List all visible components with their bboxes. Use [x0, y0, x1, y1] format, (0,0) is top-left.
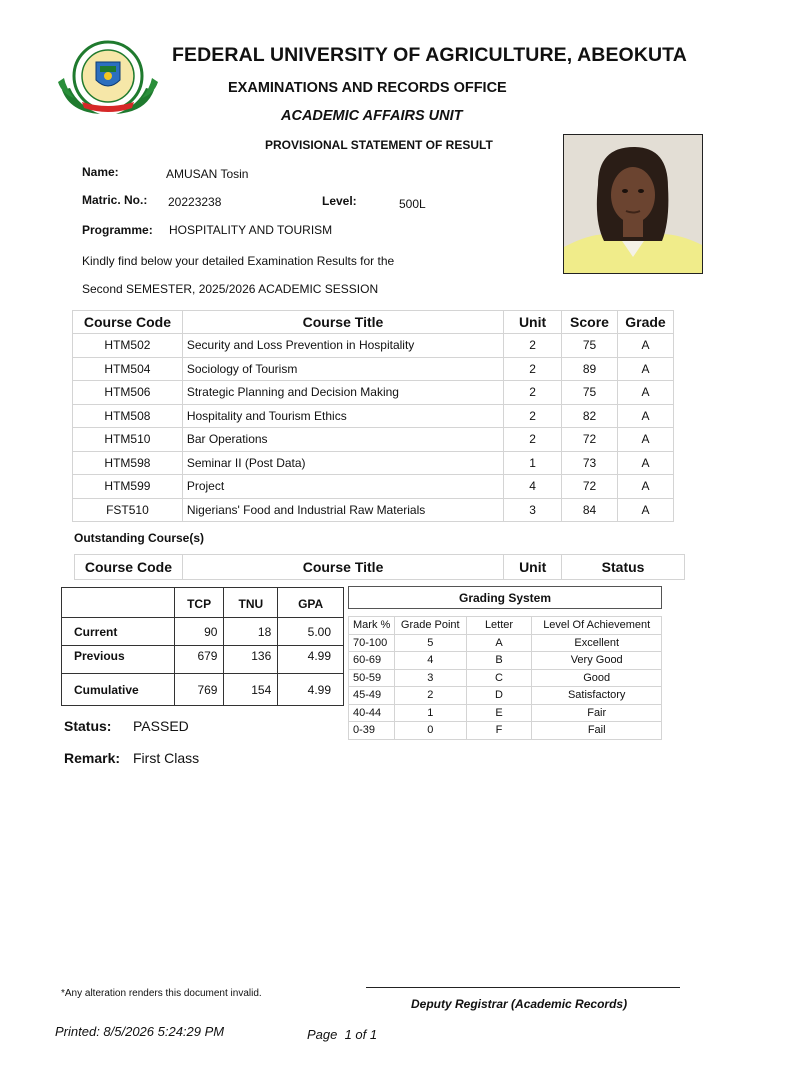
- table-row: [62, 646, 344, 674]
- summary-tnu: 154: [224, 674, 278, 706]
- course-results-table: [72, 310, 674, 522]
- page-number: Page 1 of 1: [307, 1027, 378, 1042]
- grade-achievement: Fail: [532, 722, 662, 740]
- level-label: Level:: [322, 194, 357, 208]
- header-course-code: Course Code: [75, 555, 183, 580]
- outstanding-title: Outstanding Course(s): [74, 531, 205, 545]
- table-row: [73, 334, 674, 358]
- header-course-title: Course Title: [182, 555, 503, 580]
- course-code: HTM599: [73, 475, 183, 499]
- table-row: [349, 634, 662, 652]
- header-mark: Mark %: [349, 617, 395, 635]
- course-title: Bar Operations: [182, 428, 503, 452]
- course-score: 72: [562, 428, 618, 452]
- course-title: Project: [182, 475, 503, 499]
- summary-label: Cumulative: [62, 674, 175, 706]
- grade-mark: 0-39: [349, 722, 395, 740]
- course-grade: A: [617, 451, 673, 475]
- grade-point: 0: [394, 722, 466, 740]
- grade-letter: F: [466, 722, 532, 740]
- course-grade: A: [617, 498, 673, 522]
- summary-label: Previous: [62, 646, 175, 674]
- course-grade: A: [617, 357, 673, 381]
- grade-point: 3: [394, 669, 466, 687]
- course-unit: 3: [504, 498, 562, 522]
- course-score: 75: [562, 334, 618, 358]
- course-title: Security and Loss Prevention in Hospitality: [182, 334, 503, 358]
- course-score: 73: [562, 451, 618, 475]
- table-row: [73, 428, 674, 452]
- level-value: 500L: [399, 197, 426, 211]
- grade-letter: A: [466, 634, 532, 652]
- course-score: 89: [562, 357, 618, 381]
- summary-tnu: 136: [224, 646, 278, 674]
- grade-achievement: Good: [532, 669, 662, 687]
- remark-label: Remark:: [64, 750, 121, 766]
- table-row: [73, 357, 674, 381]
- course-code: HTM502: [73, 334, 183, 358]
- table-row: [73, 404, 674, 428]
- grade-mark: 45-49: [349, 687, 395, 705]
- course-unit: 2: [504, 381, 562, 405]
- signature-line: [366, 987, 680, 988]
- status-label: Status:: [64, 718, 112, 734]
- course-unit: 2: [504, 428, 562, 452]
- grade-mark: 70-100: [349, 634, 395, 652]
- header-course-code: Course Code: [73, 311, 183, 334]
- course-score: 72: [562, 475, 618, 499]
- table-row: [62, 674, 344, 706]
- header-status: Status: [562, 555, 685, 580]
- summary-gpa: 4.99: [278, 646, 344, 674]
- signatory-title: Deputy Registrar (Academic Records): [411, 997, 628, 1011]
- course-grade: A: [617, 334, 673, 358]
- outstanding-courses-table: [74, 554, 685, 580]
- header-letter: Letter: [466, 617, 532, 635]
- intro-line-2: Second SEMESTER, 2025/2026 ACADEMIC SESSION: [82, 282, 379, 296]
- grade-point: 1: [394, 704, 466, 722]
- grade-point: 2: [394, 687, 466, 705]
- grading-title: Grading System: [349, 587, 662, 609]
- document-title: PROVISIONAL STATEMENT OF RESULT: [265, 138, 493, 152]
- matric-label: Matric. No.:: [82, 193, 148, 207]
- course-title: Seminar II (Post Data): [182, 451, 503, 475]
- table-row: [73, 451, 674, 475]
- course-code: HTM598: [73, 451, 183, 475]
- printed-timestamp: Printed: 8/5/2026 5:24:29 PM: [55, 1024, 225, 1039]
- course-grade: A: [617, 475, 673, 499]
- table-row: [349, 669, 662, 687]
- summary-label: Current: [62, 618, 175, 646]
- status-value: PASSED: [133, 718, 189, 734]
- course-code: HTM510: [73, 428, 183, 452]
- outstanding-header: [75, 555, 685, 580]
- gpa-summary-table: [61, 587, 344, 706]
- course-score: 84: [562, 498, 618, 522]
- course-title: Nigerians' Food and Industrial Raw Materials: [182, 498, 503, 522]
- grading-system-table: [348, 586, 662, 740]
- grade-letter: E: [466, 704, 532, 722]
- remark-value: First Class: [133, 750, 200, 766]
- course-title: Hospitality and Tourism Ethics: [182, 404, 503, 428]
- table-row: [73, 381, 674, 405]
- course-score: 82: [562, 404, 618, 428]
- header-gpa: GPA: [278, 588, 344, 618]
- course-code: HTM508: [73, 404, 183, 428]
- grade-mark: 40-44: [349, 704, 395, 722]
- header-tcp: TCP: [174, 588, 224, 618]
- summary-header: [62, 588, 344, 618]
- course-title: Sociology of Tourism: [182, 357, 503, 381]
- summary-tcp: 679: [174, 646, 224, 674]
- intro-line-1: Kindly find below your detailed Examination Results for the: [82, 254, 395, 268]
- unit-name: ACADEMIC AFFAIRS UNIT: [281, 108, 463, 124]
- university-crest-icon: [56, 38, 160, 118]
- course-grade: A: [617, 428, 673, 452]
- header-score: Score: [562, 311, 618, 334]
- table-row: [73, 475, 674, 499]
- programme-value: HOSPITALITY AND TOURISM: [169, 223, 333, 237]
- name-label: Name:: [82, 165, 119, 179]
- table-row: [349, 704, 662, 722]
- university-name: FEDERAL UNIVERSITY OF AGRICULTURE, ABEOKUTA: [172, 44, 687, 66]
- grade-letter: D: [466, 687, 532, 705]
- header-unit: Unit: [504, 311, 562, 334]
- course-unit: 2: [504, 357, 562, 381]
- student-photo: [563, 134, 703, 274]
- course-table-header: [73, 311, 674, 334]
- grade-achievement: Very Good: [532, 652, 662, 670]
- course-code: HTM506: [73, 381, 183, 405]
- course-grade: A: [617, 404, 673, 428]
- summary-tcp: 769: [174, 674, 224, 706]
- table-row: [62, 618, 344, 646]
- course-code: HTM504: [73, 357, 183, 381]
- grade-mark: 50-59: [349, 669, 395, 687]
- matric-number: 20223238: [168, 195, 222, 209]
- grade-mark: 60-69: [349, 652, 395, 670]
- course-score: 75: [562, 381, 618, 405]
- header-grade: Grade: [617, 311, 673, 334]
- table-row: [349, 687, 662, 705]
- course-grade: A: [617, 381, 673, 405]
- course-unit: 4: [504, 475, 562, 499]
- header-tnu: TNU: [224, 588, 278, 618]
- table-row: [73, 498, 674, 522]
- table-row: [349, 652, 662, 670]
- header-course-title: Course Title: [182, 311, 503, 334]
- grade-point: 5: [394, 634, 466, 652]
- header-grade-point: Grade Point: [394, 617, 466, 635]
- alteration-notice: *Any alteration renders this document invalid.: [61, 988, 262, 999]
- summary-gpa: 4.99: [278, 674, 344, 706]
- student-name: AMUSAN Tosin: [166, 167, 249, 181]
- summary-gpa: 5.00: [278, 618, 344, 646]
- header-unit: Unit: [504, 555, 562, 580]
- course-title: Strategic Planning and Decision Making: [182, 381, 503, 405]
- table-row: [349, 722, 662, 740]
- programme-label: Programme:: [82, 223, 153, 237]
- course-code: FST510: [73, 498, 183, 522]
- course-unit: 2: [504, 404, 562, 428]
- grade-achievement: Satisfactory: [532, 687, 662, 705]
- summary-tcp: 90: [174, 618, 224, 646]
- grading-title-row: [349, 587, 662, 609]
- grade-letter: B: [466, 652, 532, 670]
- header-achievement: Level Of Achievement: [532, 617, 662, 635]
- course-unit: 1: [504, 451, 562, 475]
- grading-header: [349, 617, 662, 635]
- grade-achievement: Fair: [532, 704, 662, 722]
- grade-letter: C: [466, 669, 532, 687]
- office-name: EXAMINATIONS AND RECORDS OFFICE: [228, 80, 507, 96]
- grade-achievement: Excellent: [532, 634, 662, 652]
- summary-tnu: 18: [224, 618, 278, 646]
- course-unit: 2: [504, 334, 562, 358]
- summary-header-blank: [62, 588, 175, 618]
- grade-point: 4: [394, 652, 466, 670]
